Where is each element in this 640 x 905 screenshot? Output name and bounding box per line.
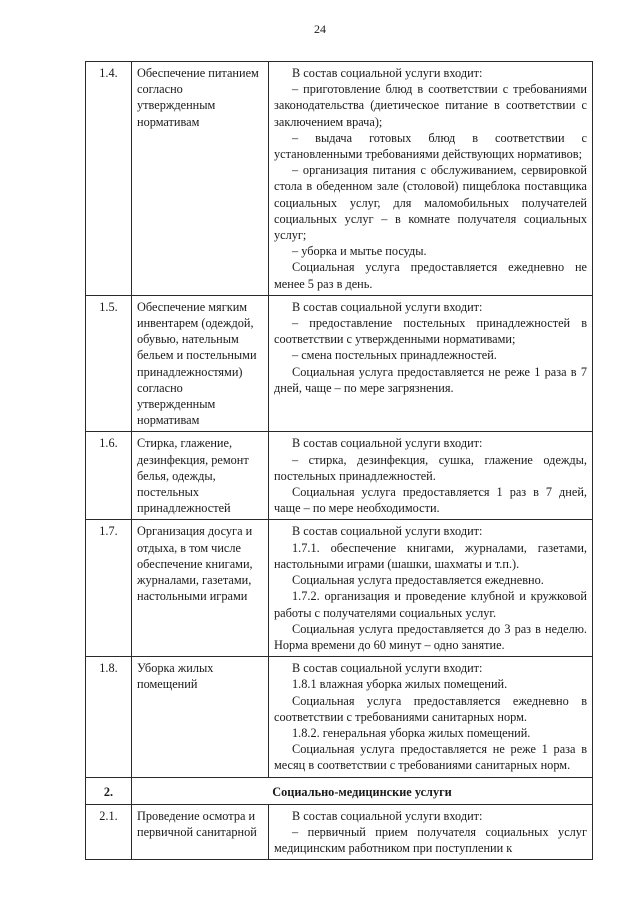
description-paragraph: – первичный прием получателя социальных услуг медицинским работником при поступлении к: [274, 824, 587, 856]
description-paragraph: В состав социальной услуги входит:: [292, 299, 483, 314]
service-description: [269, 432, 593, 520]
description-paragraph: Социальная услуга предоставляется до 3 раз в неделю. Норма времени до 60 минут – одно занятие.: [274, 621, 587, 652]
services-table: [85, 61, 593, 860]
description-paragraph: – приготовление блюд в соответствии с требованиями законодательства (диетическое питание в соответствии с заключением врача);: [274, 82, 587, 129]
service-number: 2.1.: [86, 804, 132, 860]
table-row: [86, 295, 593, 432]
service-description: [269, 657, 593, 777]
description-paragraph: – уборка и мытье посуды.: [292, 244, 427, 259]
section-title: Социально-медицинские услуги: [132, 777, 593, 804]
description-paragraph: 1.8.2. генеральная уборка жилых помещений.: [292, 725, 531, 740]
service-number: 1.8.: [86, 657, 132, 777]
service-description: [269, 295, 593, 432]
service-description: [269, 62, 593, 296]
table-row: [86, 657, 593, 777]
description-paragraph: В состав социальной услуги входит:: [292, 524, 483, 539]
service-name: Проведение осмотра и первичной санитарной: [132, 804, 269, 860]
service-number: 1.5.: [86, 295, 132, 432]
description-paragraph: Социальная услуга предоставляется 1 раз в 7 дней, чаще – по мере необходимости.: [274, 485, 587, 516]
service-number: 1.7.: [86, 520, 132, 657]
service-description: [269, 520, 593, 657]
description-paragraph: – выдача готовых блюд в соответствии с установленными требованиями действующих нормативов;: [274, 130, 587, 162]
service-description: [269, 804, 593, 860]
description-paragraph: В состав социальной услуги входит:: [292, 808, 483, 823]
description-paragraph: Социальная услуга предоставляется ежедневно не менее 5 раз в день.: [274, 260, 587, 291]
description-paragraph: – стирка, дезинфекция, сушка, глажение одежды, постельных принадлежностей.: [274, 452, 587, 483]
description-paragraph: Социальная услуга предоставляется не реже 1 раза в 7 дней, чаще – по мере загрязнения.: [274, 364, 587, 395]
service-name: Обеспечение питанием согласно утвержденным нормативам: [132, 62, 269, 296]
description-paragraph: 1.8.1 влажная уборка жилых помещений.: [292, 677, 508, 692]
description-paragraph: 1.7.1. обеспечение книгами, журналами, газетами, настольными играми (шашки, шахматы и т.п.).: [274, 540, 587, 571]
table-row: [86, 520, 593, 657]
description-paragraph: 1.7.2. организация и проведение клубной и кружковой работы с получателями социальных услуг.: [274, 589, 587, 620]
description-paragraph: – предоставление постельных принадлежностей в соответствии с утвержденными нормативами;: [274, 316, 587, 347]
service-name: Стирка, глажение, дезинфекция, ремонт белья, одежды, постельных принадлежностей: [132, 432, 269, 520]
page-number: 24: [314, 22, 326, 36]
description-paragraph: В состав социальной услуги входит:: [292, 661, 483, 676]
section-number: 2.: [86, 777, 132, 804]
description-paragraph: Социальная услуга предоставляется не реже 1 раза в месяц в соответствии с требованиями санитарных норм.: [274, 742, 587, 773]
description-paragraph: В состав социальной услуги входит:: [292, 66, 483, 80]
description-paragraph: Социальная услуга предоставляется ежедневно в соответствии с требованиями санитарных норм.: [274, 693, 587, 724]
service-number: 1.6.: [86, 432, 132, 520]
table-row: [86, 62, 593, 296]
description-paragraph: – организация питания с обслуживанием, сервировкой стола в обеденном зале (столовой) пищеблока поставщика социальных услуг, для маломобильных получателей социальных услуг – в комнате получателя социальных услуг;: [274, 163, 587, 243]
service-name: Обеспечение мягким инвентарем (одеждой, обувью, нательным бельем и постельными принадлежностями) согласно утвержденным нормативам: [132, 295, 269, 432]
description-paragraph: Социальная услуга предоставляется ежедневно.: [292, 573, 544, 588]
service-name: Организация досуга и отдыха, в том числе обеспечение книгами, журналами, газетами, настольными играми: [132, 520, 269, 657]
table-row: [86, 804, 593, 860]
section-header-row: [86, 777, 593, 804]
description-paragraph: В состав социальной услуги входит:: [292, 436, 483, 451]
table-row: [86, 432, 593, 520]
service-name: Уборка жилых помещений: [132, 657, 269, 777]
services-table-body: [86, 62, 593, 860]
description-paragraph: – смена постельных принадлежностей.: [292, 348, 497, 363]
service-number: 1.4.: [86, 62, 132, 296]
